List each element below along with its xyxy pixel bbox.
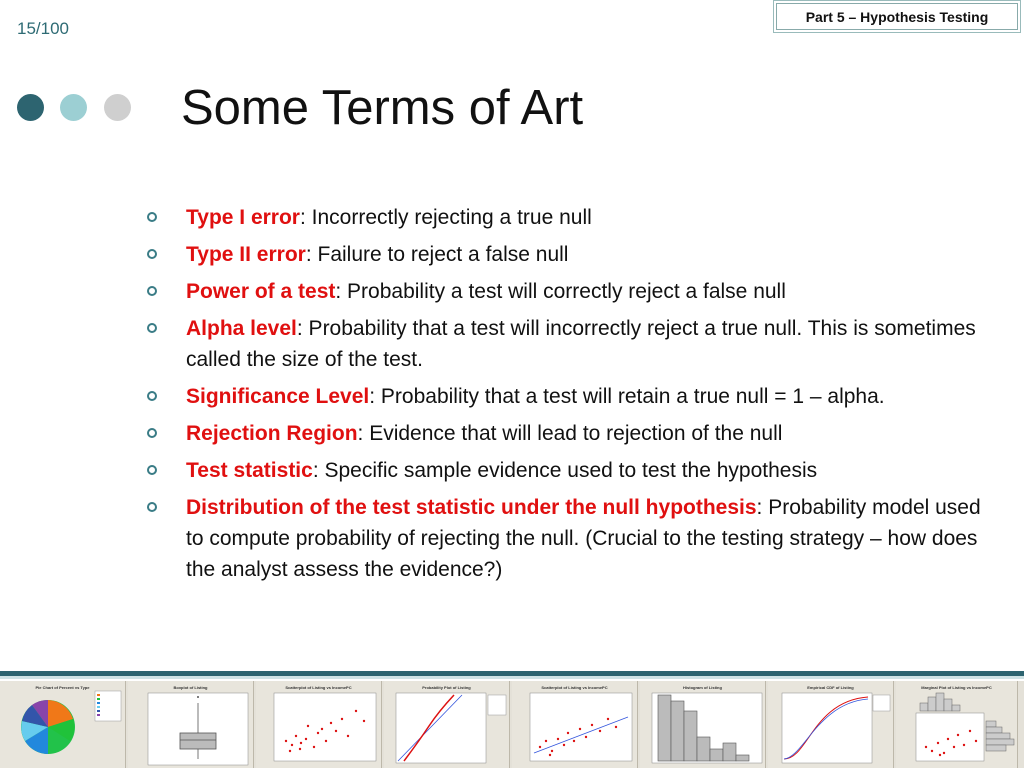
thumbnail-title: Pie Chart of Percent vs Type: [35, 685, 90, 690]
bullet-circle-icon: [147, 391, 157, 401]
thumbnail-title: Empirical CDF of Listing: [807, 685, 854, 690]
marginal-plot-graphic: [896, 681, 1018, 768]
decorative-dot-light: [60, 94, 87, 121]
bullet-circle-icon: [147, 465, 157, 475]
thumbnail-scatterplot-fit[interactable]: [512, 681, 638, 768]
bullet-item: [146, 418, 986, 449]
bullet-list: [146, 202, 986, 591]
bullet-text: : Failure to reject a false null: [305, 243, 569, 266]
thumbnail-title: Marginal Plot of Listing vs IncomePC: [921, 685, 992, 690]
bullet-circle-icon: [147, 286, 157, 296]
bullet-text: : Probability that a test will retain a true null = 1 – alpha.: [369, 385, 885, 408]
thumbnail-title: Histogram of Listing: [683, 685, 722, 690]
bullet-circle-icon: [147, 323, 157, 333]
decorative-dot-grey: [104, 94, 131, 121]
histogram-graphic: [640, 681, 766, 768]
bullet-term: Alpha level: [186, 317, 297, 340]
thumbnail-strip: [0, 681, 1024, 768]
bullet-item: [146, 239, 986, 270]
decorative-dot-dark: [17, 94, 44, 121]
boxplot-graphic: [128, 681, 254, 768]
bullet-term: Significance Level: [186, 385, 370, 408]
section-label: [776, 3, 1018, 30]
bullet-text: : Specific sample evidence used to test the hypothesis: [312, 459, 818, 482]
thumbnail-title: Scatterplot of Listing vs IncomePC: [541, 685, 608, 690]
thumbnail-title: Scatterplot of Listing vs IncomePC: [285, 685, 352, 690]
bullet-text: : Probability a test will correctly reject a false null: [335, 280, 786, 303]
thumbnail-marginal-plot[interactable]: [896, 681, 1018, 768]
bullet-term: Distribution of the test statistic under the null hypothesis: [186, 496, 757, 519]
bullet-item: [146, 381, 986, 412]
page-number: 15/100: [17, 19, 69, 38]
bullet-text: : Probability model used to compute probability of rejecting the null. (Crucial to the testing strategy – how does the analyst assess the evidence?): [186, 496, 981, 581]
pie-chart-graphic: [0, 681, 126, 768]
bullet-item: [146, 202, 986, 233]
empirical-cdf-graphic: [768, 681, 894, 768]
section-label-text: Part 5 – Hypothesis Testing: [805, 8, 989, 25]
bullet-term: Rejection Region: [186, 422, 358, 445]
bullet-circle-icon: [147, 428, 157, 438]
bullet-text: : Incorrectly rejecting a true null: [299, 206, 592, 229]
thumbnail-boxplot[interactable]: [128, 681, 254, 768]
thumbnail-title: Probability Plot of Listing: [422, 685, 471, 690]
thumbnail-scatterplot[interactable]: [256, 681, 382, 768]
scatterplot-graphic: [256, 681, 382, 768]
footer-divider-light: [0, 676, 1024, 679]
probability-plot-graphic: [384, 681, 510, 768]
thumbnail-pie-chart[interactable]: [0, 681, 126, 768]
bullet-term: Type II error: [186, 243, 306, 266]
scatterplot-fit-graphic: [512, 681, 638, 768]
bullet-text: : Probability that a test will incorrectly reject a true null. This is sometimes called the size of the test.: [186, 317, 976, 371]
bullet-term: Power of a test: [186, 280, 336, 303]
bullet-term: Type I error: [186, 206, 300, 229]
bullet-item: [146, 492, 986, 585]
thumbnail-empirical-cdf[interactable]: [768, 681, 894, 768]
thumbnail-histogram[interactable]: [640, 681, 766, 768]
bullet-circle-icon: [147, 502, 157, 512]
thumbnail-probability-plot[interactable]: [384, 681, 510, 768]
bullet-item: [146, 313, 986, 375]
slide-title: Some Terms of Art: [181, 81, 584, 135]
thumbnail-title: Boxplot of Listing: [173, 685, 208, 690]
bullet-item: [146, 455, 986, 486]
bullet-circle-icon: [147, 212, 157, 222]
bullet-circle-icon: [147, 249, 157, 259]
bullet-item: [146, 276, 986, 307]
bullet-text: : Evidence that will lead to rejection of the null: [357, 422, 783, 445]
bullet-term: Test statistic: [186, 459, 313, 482]
